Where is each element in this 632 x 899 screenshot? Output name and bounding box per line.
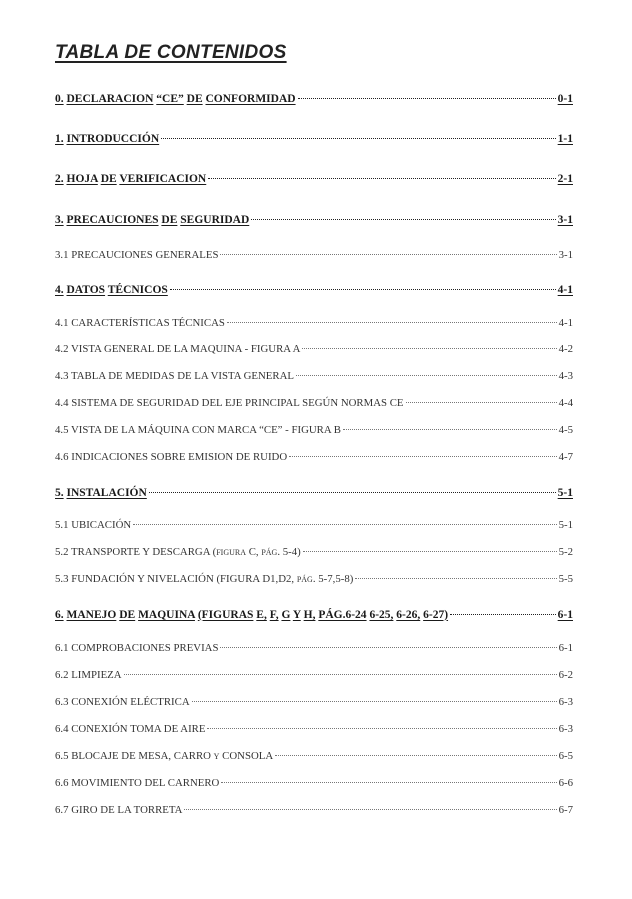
toc-entry-label: 2. HOJA DE VERIFICACION [55, 172, 207, 185]
toc-entry-5-3[interactable] [55, 571, 573, 585]
toc-entry-label: 5.3 FUNDACIÓN Y NIVELACIÓN (FIGURA D1,D2, PÁG. 5-7,5-8) [55, 572, 354, 585]
toc-page-number: 0-1 [557, 92, 573, 105]
toc-entry-label: 6.5 BLOCAJE DE MESA, CARRO Y CONSOLA [55, 749, 274, 762]
toc-entry-label: 6. MANEJO DE MAQUINA (FIGURAS E, F, G Y H, PÁG.6-24 6-25, 6-26, 6-27) [55, 608, 449, 621]
toc-entry-label: 4.1 CARACTERÍSTICAS TÉCNICAS [55, 316, 225, 329]
toc-title: TABLA DE CONTENIDOS [55, 42, 287, 63]
dot-leader [227, 315, 557, 326]
toc-page-number: 5-1 [558, 518, 573, 531]
toc-page-number: 6-6 [558, 776, 573, 789]
toc-entry-label: 4.4 SISTEMA DE SEGURIDAD DEL EJE PRINCIPAL SEGÚN NORMAS CE [55, 396, 404, 409]
dot-leader [124, 667, 557, 678]
toc-entry-6-6[interactable] [55, 775, 573, 789]
toc-entry-4-3[interactable] [55, 368, 573, 382]
toc-entry-label: 6.1 COMPROBACIONES PREVIAS [55, 641, 219, 654]
toc-entry-3[interactable] [55, 211, 573, 226]
toc-entry-label: 5.2 TRANSPORTE Y DESCARGA (FIGURA C, PÁG. 5-4) [55, 545, 301, 558]
toc-page-number: 6-5 [558, 749, 573, 762]
dot-leader [302, 341, 556, 352]
toc-page-number: 6-2 [558, 668, 573, 681]
toc-entry-label: 6.6 MOVIMIENTO DEL CARNERO [55, 776, 220, 789]
toc-entry-6-5[interactable] [55, 748, 573, 762]
toc-entry-label: 6.2 LIMPIEZA [55, 668, 122, 681]
dot-leader [192, 694, 557, 705]
dot-leader [208, 170, 555, 182]
toc-entry-label: 4.3 TABLA DE MEDIDAS DE LA VISTA GENERAL [55, 369, 295, 382]
dot-leader [355, 571, 556, 582]
toc-entry-label: 6.4 CONEXIÓN TOMA DE AIRE [55, 722, 206, 735]
toc-entry-2[interactable] [55, 170, 573, 185]
toc-entry-4-4[interactable] [55, 395, 573, 409]
toc-entry-label: 6.7 GIRO DE LA TORRETA [55, 803, 183, 816]
toc-entry-4-1[interactable] [55, 315, 573, 329]
toc-entry-0[interactable] [55, 90, 573, 105]
toc-page-number: 4-1 [558, 316, 573, 329]
dot-leader [220, 640, 556, 651]
toc-entry-label: 0. DECLARACION “CE” DE CONFORMIDAD [55, 92, 296, 105]
toc-entry-label: 4.5 VISTA DE LA MÁQUINA CON MARCA “CE” - FIGURA B [55, 423, 341, 436]
toc-entry-label: 1. INTRODUCCIÓN [55, 132, 160, 145]
toc-page-number: 5-2 [558, 545, 573, 558]
toc-entry-6-4[interactable] [55, 721, 573, 735]
dot-leader [170, 281, 556, 293]
toc-entry-label: 3. PRECAUCIONES DE SEGURIDAD [55, 213, 250, 226]
dot-leader [450, 606, 556, 618]
toc-entry-6-3[interactable] [55, 694, 573, 708]
dot-leader [221, 775, 556, 786]
dot-leader [184, 802, 556, 813]
dot-leader [298, 90, 556, 102]
toc-page-number: 6-1 [558, 641, 573, 654]
dot-leader [406, 395, 557, 406]
toc-entry-label: 4.2 VISTA GENERAL DE LA MAQUINA - FIGURA A [55, 342, 301, 355]
dot-leader [289, 449, 556, 460]
dot-leader [251, 211, 555, 223]
toc-page-number: 6-3 [558, 695, 573, 708]
toc-page-number: 4-1 [557, 283, 573, 296]
toc-page-number: 1-1 [557, 132, 573, 145]
toc-entry-3-1[interactable] [55, 247, 573, 261]
toc-entry-4-2[interactable] [55, 341, 573, 355]
toc-page-number: 3-1 [558, 248, 573, 261]
toc-entry-4-5[interactable] [55, 422, 573, 436]
toc-entry-6-2[interactable] [55, 667, 573, 681]
toc-page-number: 4-2 [558, 342, 573, 355]
toc-entry-4-6[interactable] [55, 449, 573, 463]
toc-page-number: 2-1 [557, 172, 573, 185]
dot-leader [161, 130, 556, 142]
dot-leader [220, 247, 556, 258]
toc-entry-label: 5.1 UBICACIÓN [55, 518, 132, 531]
toc-entry-label: 3.1 PRECAUCIONES GENERALES [55, 248, 219, 261]
toc-page-number: 6-3 [558, 722, 573, 735]
toc-entry-label: 5. INSTALACIÓN [55, 486, 147, 499]
toc-entry-5-1[interactable] [55, 517, 573, 531]
toc-entry-1[interactable] [55, 130, 573, 145]
dot-leader [275, 748, 556, 759]
toc-entry-label: 4. DATOS TÉCNICOS [55, 283, 168, 296]
toc-page-number: 4-5 [558, 423, 573, 436]
toc-entry-6-1[interactable] [55, 640, 573, 654]
toc-entry-6[interactable] [55, 606, 573, 621]
toc-page-number: 6-7 [558, 803, 573, 816]
toc-page-number: 3-1 [557, 213, 573, 226]
toc-page-number: 4-3 [558, 369, 573, 382]
toc-page-number: 5-5 [558, 572, 573, 585]
toc-entry-6-7[interactable] [55, 802, 573, 816]
dot-leader [296, 368, 557, 379]
dot-leader [133, 517, 556, 528]
toc-page-number: 4-4 [558, 396, 573, 409]
toc-entry-label: 6.3 CONEXIÓN ELÉCTRICA [55, 695, 190, 708]
toc-entry-5-2[interactable] [55, 544, 573, 558]
toc-page-number: 4-7 [558, 450, 573, 463]
toc-entry-label: 4.6 INDICACIONES SOBRE EMISION DE RUIDO [55, 450, 288, 463]
toc-page-number: 6-1 [557, 608, 573, 621]
dot-leader [207, 721, 556, 732]
dot-leader [303, 544, 557, 555]
toc-entry-4[interactable] [55, 281, 573, 296]
toc-page-number: 5-1 [557, 486, 573, 499]
dot-leader [343, 422, 557, 433]
toc-entry-5[interactable] [55, 484, 573, 499]
dot-leader [149, 484, 556, 496]
